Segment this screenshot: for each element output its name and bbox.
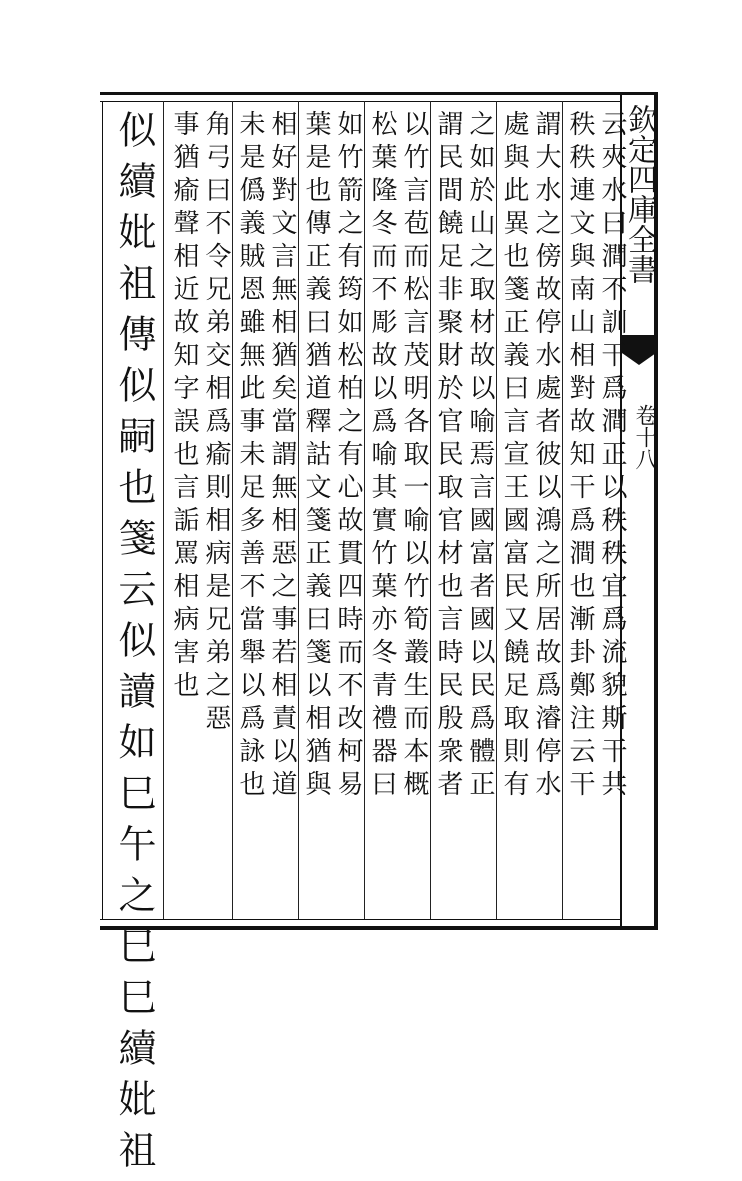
text-column: 松葉隆冬而不彫故以爲喻其實竹葉亦冬青禮器曰 <box>367 110 397 803</box>
text-column: 謂大水之傍故停水處者彼以鴻之所居故爲濬停水 <box>531 110 561 803</box>
text-column: 相好對文言無相猶矣當謂無相惡之事若相責以道 <box>267 110 297 803</box>
text-column: 事猶瘉聲相近故知字誤也言詬罵相病害也 <box>169 110 199 704</box>
column-rule <box>163 101 164 919</box>
text-column: 角弓曰不令兄弟交相爲瘉則相病是兄弟之惡 <box>201 110 231 737</box>
column-rule <box>232 101 233 919</box>
text-column: 以竹言苞而松言茂明各取一喻以竹筍叢生而本概 <box>399 110 429 803</box>
text-column: 云夾水曰澗不訓干爲澗正以秩秩宜爲流貌斯干共 <box>597 110 627 803</box>
text-column: 秩秩連文與南山相對故知干爲澗也漸卦鄭注云干 <box>565 110 595 803</box>
column-rule <box>430 101 431 919</box>
column-rule <box>562 101 563 919</box>
column-rule <box>496 101 497 919</box>
text-column: 葉是也傳正義曰猶道釋詁文箋正義曰箋以相猶與 <box>301 110 331 803</box>
column-rule <box>298 101 299 919</box>
inner-border-left <box>102 101 103 919</box>
text-column: 如竹箭之有筠如松柏之有心故貫四時而不改柯易 <box>333 110 363 803</box>
inner-border-top <box>100 101 620 102</box>
collection-title: 欽定四庫全書 <box>622 104 657 284</box>
text-column: 之如於山之取材故以喻焉言國富者國以民爲體正 <box>465 110 495 803</box>
inner-border-bottom <box>100 919 620 920</box>
text-column: 未是僞義賊恩雖無此事未足多善不當舉以爲詠也 <box>235 110 265 803</box>
main-text-column: 似續妣祖傳似嗣也箋云似讀如巳午之巳巳續妣祖 <box>112 110 156 1181</box>
text-column: 謂民間饒足非聚財於官民取官材也言時民殷衆者 <box>433 110 463 803</box>
text-column: 處與此異也箋正義曰言宣王國富民又饒足取則有 <box>499 110 529 803</box>
column-rule <box>364 101 365 919</box>
volume-label: 卷十八 <box>632 404 657 470</box>
